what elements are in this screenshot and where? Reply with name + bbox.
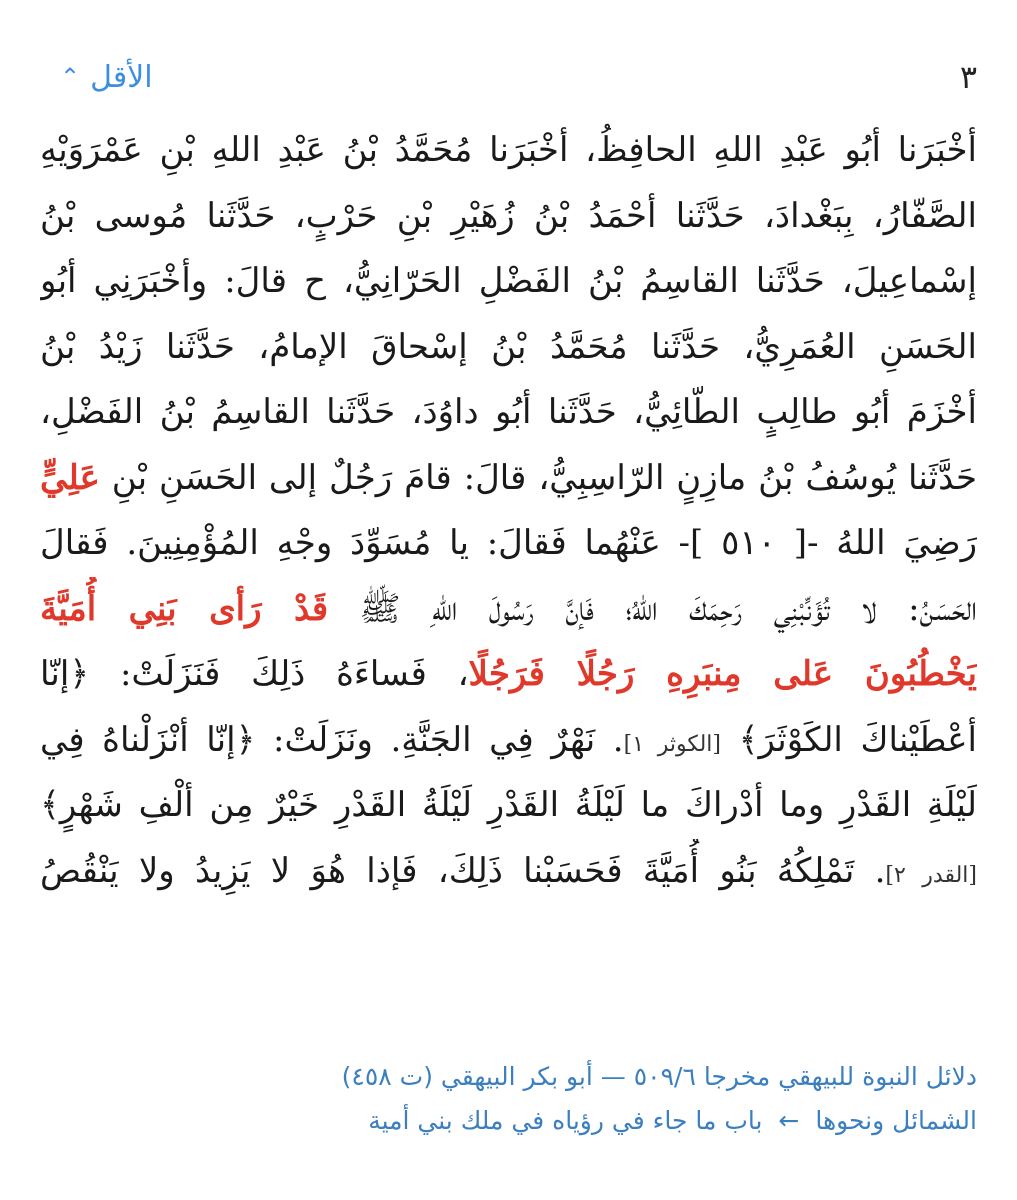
text-segment: حَدَّثَنا يُوسُفُ بْنُ مازِنٍ الرّاسِبِيُّ، قالَ: قامَ رَجُلٌ إلى الحَسَنِ بْنِ xyxy=(99,457,977,498)
header xyxy=(60,52,977,102)
text-segment: أخْزَمَ أبُو طالِبٍ الطّائِيُّ، حَدَّثَنا أبُو داوُدَ، حَدَّثَنا القاسِمُ بْنُ الفَضْلِ، xyxy=(40,392,977,432)
text-line xyxy=(40,380,977,446)
hadith-text xyxy=(40,118,977,904)
text-line xyxy=(40,118,977,184)
quran-reference: [القدر ٢] xyxy=(885,862,977,888)
text-line xyxy=(40,577,977,643)
page-number: ٣ xyxy=(959,58,977,96)
text-line xyxy=(40,773,977,839)
text-line xyxy=(40,249,977,315)
text-line xyxy=(40,184,977,250)
text-line xyxy=(40,315,977,381)
text-segment: إسْماعِيلَ، حَدَّثَنا القاسِمُ بْنُ الفَضْلِ الحَرّانِيُّ، ح قالَ: وأخْبَرَنِي أبُو xyxy=(40,261,977,301)
highlighted-text: قَدْ رَأى بَنِي أُمَيَّةَ xyxy=(40,588,329,629)
highlighted-text: عَلِيٍّ xyxy=(40,457,100,498)
text-segment: أعْطَيْناكَ الكَوْثَرَ﴾ xyxy=(720,719,977,760)
text-line xyxy=(40,839,977,905)
book-reference[interactable]: دلائل النبوة للبيهقي مخرجا ٥٠٩/٦ — أبو بكر البيهقي (ت ٤٥٨) xyxy=(341,1062,977,1091)
text-segment: الحَسَنِ العُمَرِيُّ، حَدَّثَنا مُحَمَّدُ بْنُ إسْحاقَ الإمامُ، حَدَّثَنا زَيْدُ بْنُ xyxy=(40,326,977,367)
text-segment: . تَمْلِكُهُ بَنُو أُمَيَّةَ فَحَسَبْنا ذَلِكَ، فَإذا هُوَ لا يَزِيدُ ولا يَنْقُصُ xyxy=(40,850,886,891)
text-segment: أخْبَرَنا أبُو عَبْدِ اللهِ الحافِظُ، أخْبَرَنا مُحَمَّدُ بْنُ عَبْدِ اللهِ بْنِ عَمْرَوَيْهِ xyxy=(40,130,977,170)
text-line xyxy=(40,642,977,708)
text-segment: الصَّفّارُ، بِبَغْدادَ، حَدَّثَنا أحْمَدُ بْنُ زُهَيْرِ بْنِ حَرْبٍ، حَدَّثَنا مُوسى بْنُ xyxy=(40,195,977,236)
breadcrumb-section[interactable]: باب ما جاء في رؤياه في ملك بني أمية xyxy=(368,1106,763,1135)
text-segment: الحَسَنُ: لا تُؤَنِّبْنِي رَحِمَكَ اللهُ؛ فَإنَّ رَسُولَ اللهِ ﷺ xyxy=(328,588,977,629)
highlighted-text: يَخْطُبُونَ عَلى مِنبَرِهِ رَجُلًا فَرَجُلًا xyxy=(468,654,977,694)
source-citation xyxy=(40,1055,977,1143)
text-line xyxy=(40,708,977,774)
collapse-button[interactable] xyxy=(60,60,153,95)
text-segment: . نَهْرٌ فِي الجَنَّةِ. ونَزَلَتْ: ﴿إنّا أنْزَلْناهُ فِي xyxy=(40,719,624,760)
chevron-up-icon: ⌃ xyxy=(60,63,81,91)
text-line xyxy=(40,511,977,577)
quran-reference: [الكوثر ١] xyxy=(623,731,721,757)
breadcrumb-arrow-icon: ← xyxy=(778,1106,800,1135)
text-segment: رَضِيَ اللهُ -[ ٥١٠ ]- عَنْهُما فَقالَ: يا مُسَوِّدَ وجْهِ المُؤْمِنِينَ. فَقالَ xyxy=(40,523,977,563)
breadcrumb xyxy=(40,1099,977,1143)
text-segment: لَيْلَةِ القَدْرِ وما أدْراكَ ما لَيْلَةُ القَدْرِ لَيْلَةُ القَدْرِ خَيْرٌ مِن ألْفِ شَهْرٍ﴾ xyxy=(40,785,977,825)
breadcrumb-chapter[interactable]: الشمائل ونحوها xyxy=(815,1106,977,1135)
text-segment: ، فَساءَهُ ذَلِكَ فَنَزَلَتْ: ﴿إنّا xyxy=(40,654,469,694)
text-line xyxy=(40,446,977,512)
collapse-label: الأقل xyxy=(90,59,153,95)
